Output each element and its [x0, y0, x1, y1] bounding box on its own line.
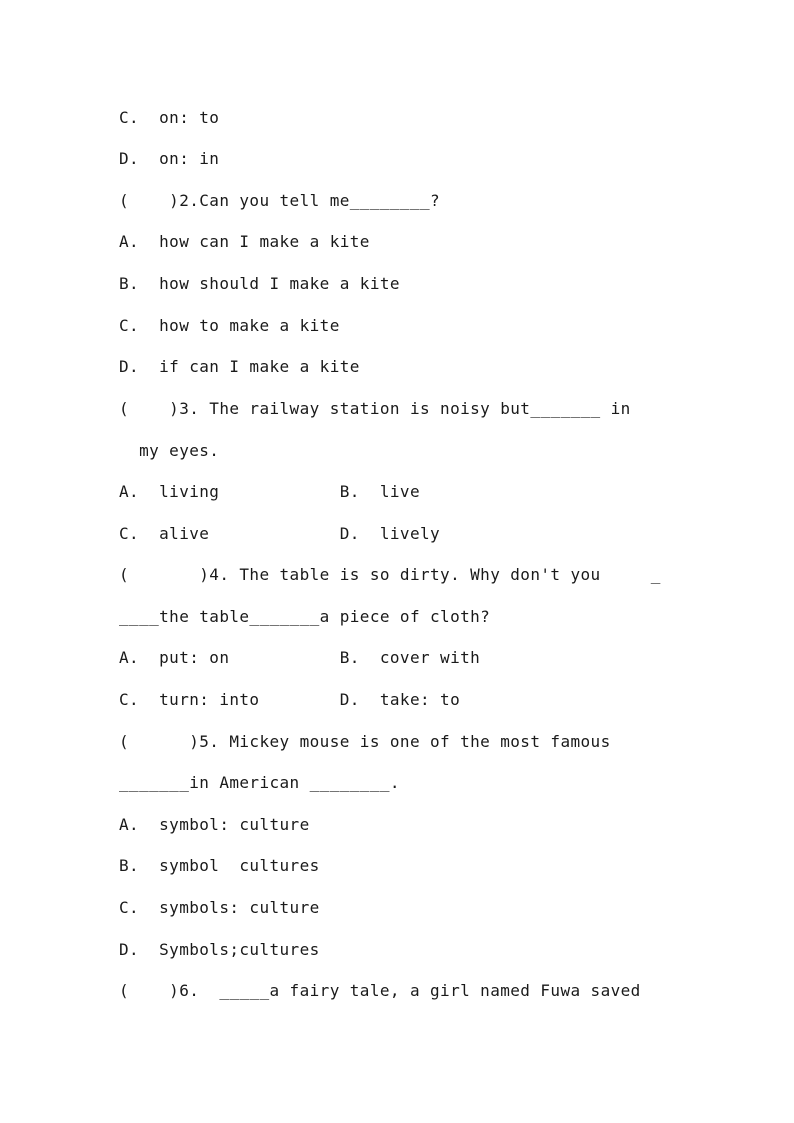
option-5d: D. Symbols;cultures	[119, 940, 320, 959]
option-5b: B. symbol cultures	[119, 856, 320, 875]
question-2: ( )2.Can you tell me________?	[119, 191, 441, 210]
option-1d: D. on: in	[119, 149, 220, 168]
option-1c: C. on: to	[119, 108, 220, 127]
option-2b: B. how should I make a kite	[119, 274, 400, 293]
question-3: ( )3. The railway station is noisy but_______ in	[119, 399, 631, 418]
question-5: ( )5. Mickey mouse is one of the most famous	[119, 732, 611, 751]
option-2d: D. if can I make a kite	[119, 357, 360, 376]
question-6: ( )6. _____a fairy tale, a girl named Fuwa saved	[119, 981, 641, 1000]
options-4cd: C. turn: into D. take: to	[119, 690, 461, 709]
option-5a: A. symbol: culture	[119, 815, 310, 834]
options-4ab: A. put: on B. cover with	[119, 648, 481, 667]
options-3ab: A. living B. live	[119, 482, 420, 501]
question-5-continued: _______in American ________.	[119, 773, 400, 792]
option-5c: C. symbols: culture	[119, 898, 320, 917]
question-4-continued: ____the table_______a piece of cloth?	[119, 607, 491, 626]
option-2c: C. how to make a kite	[119, 316, 340, 335]
option-2a: A. how can I make a kite	[119, 232, 370, 251]
options-3cd: C. alive D. lively	[119, 524, 441, 543]
question-4: ( )4. The table is so dirty. Why don't you _	[119, 565, 661, 584]
question-3-continued: my eyes.	[119, 441, 220, 460]
